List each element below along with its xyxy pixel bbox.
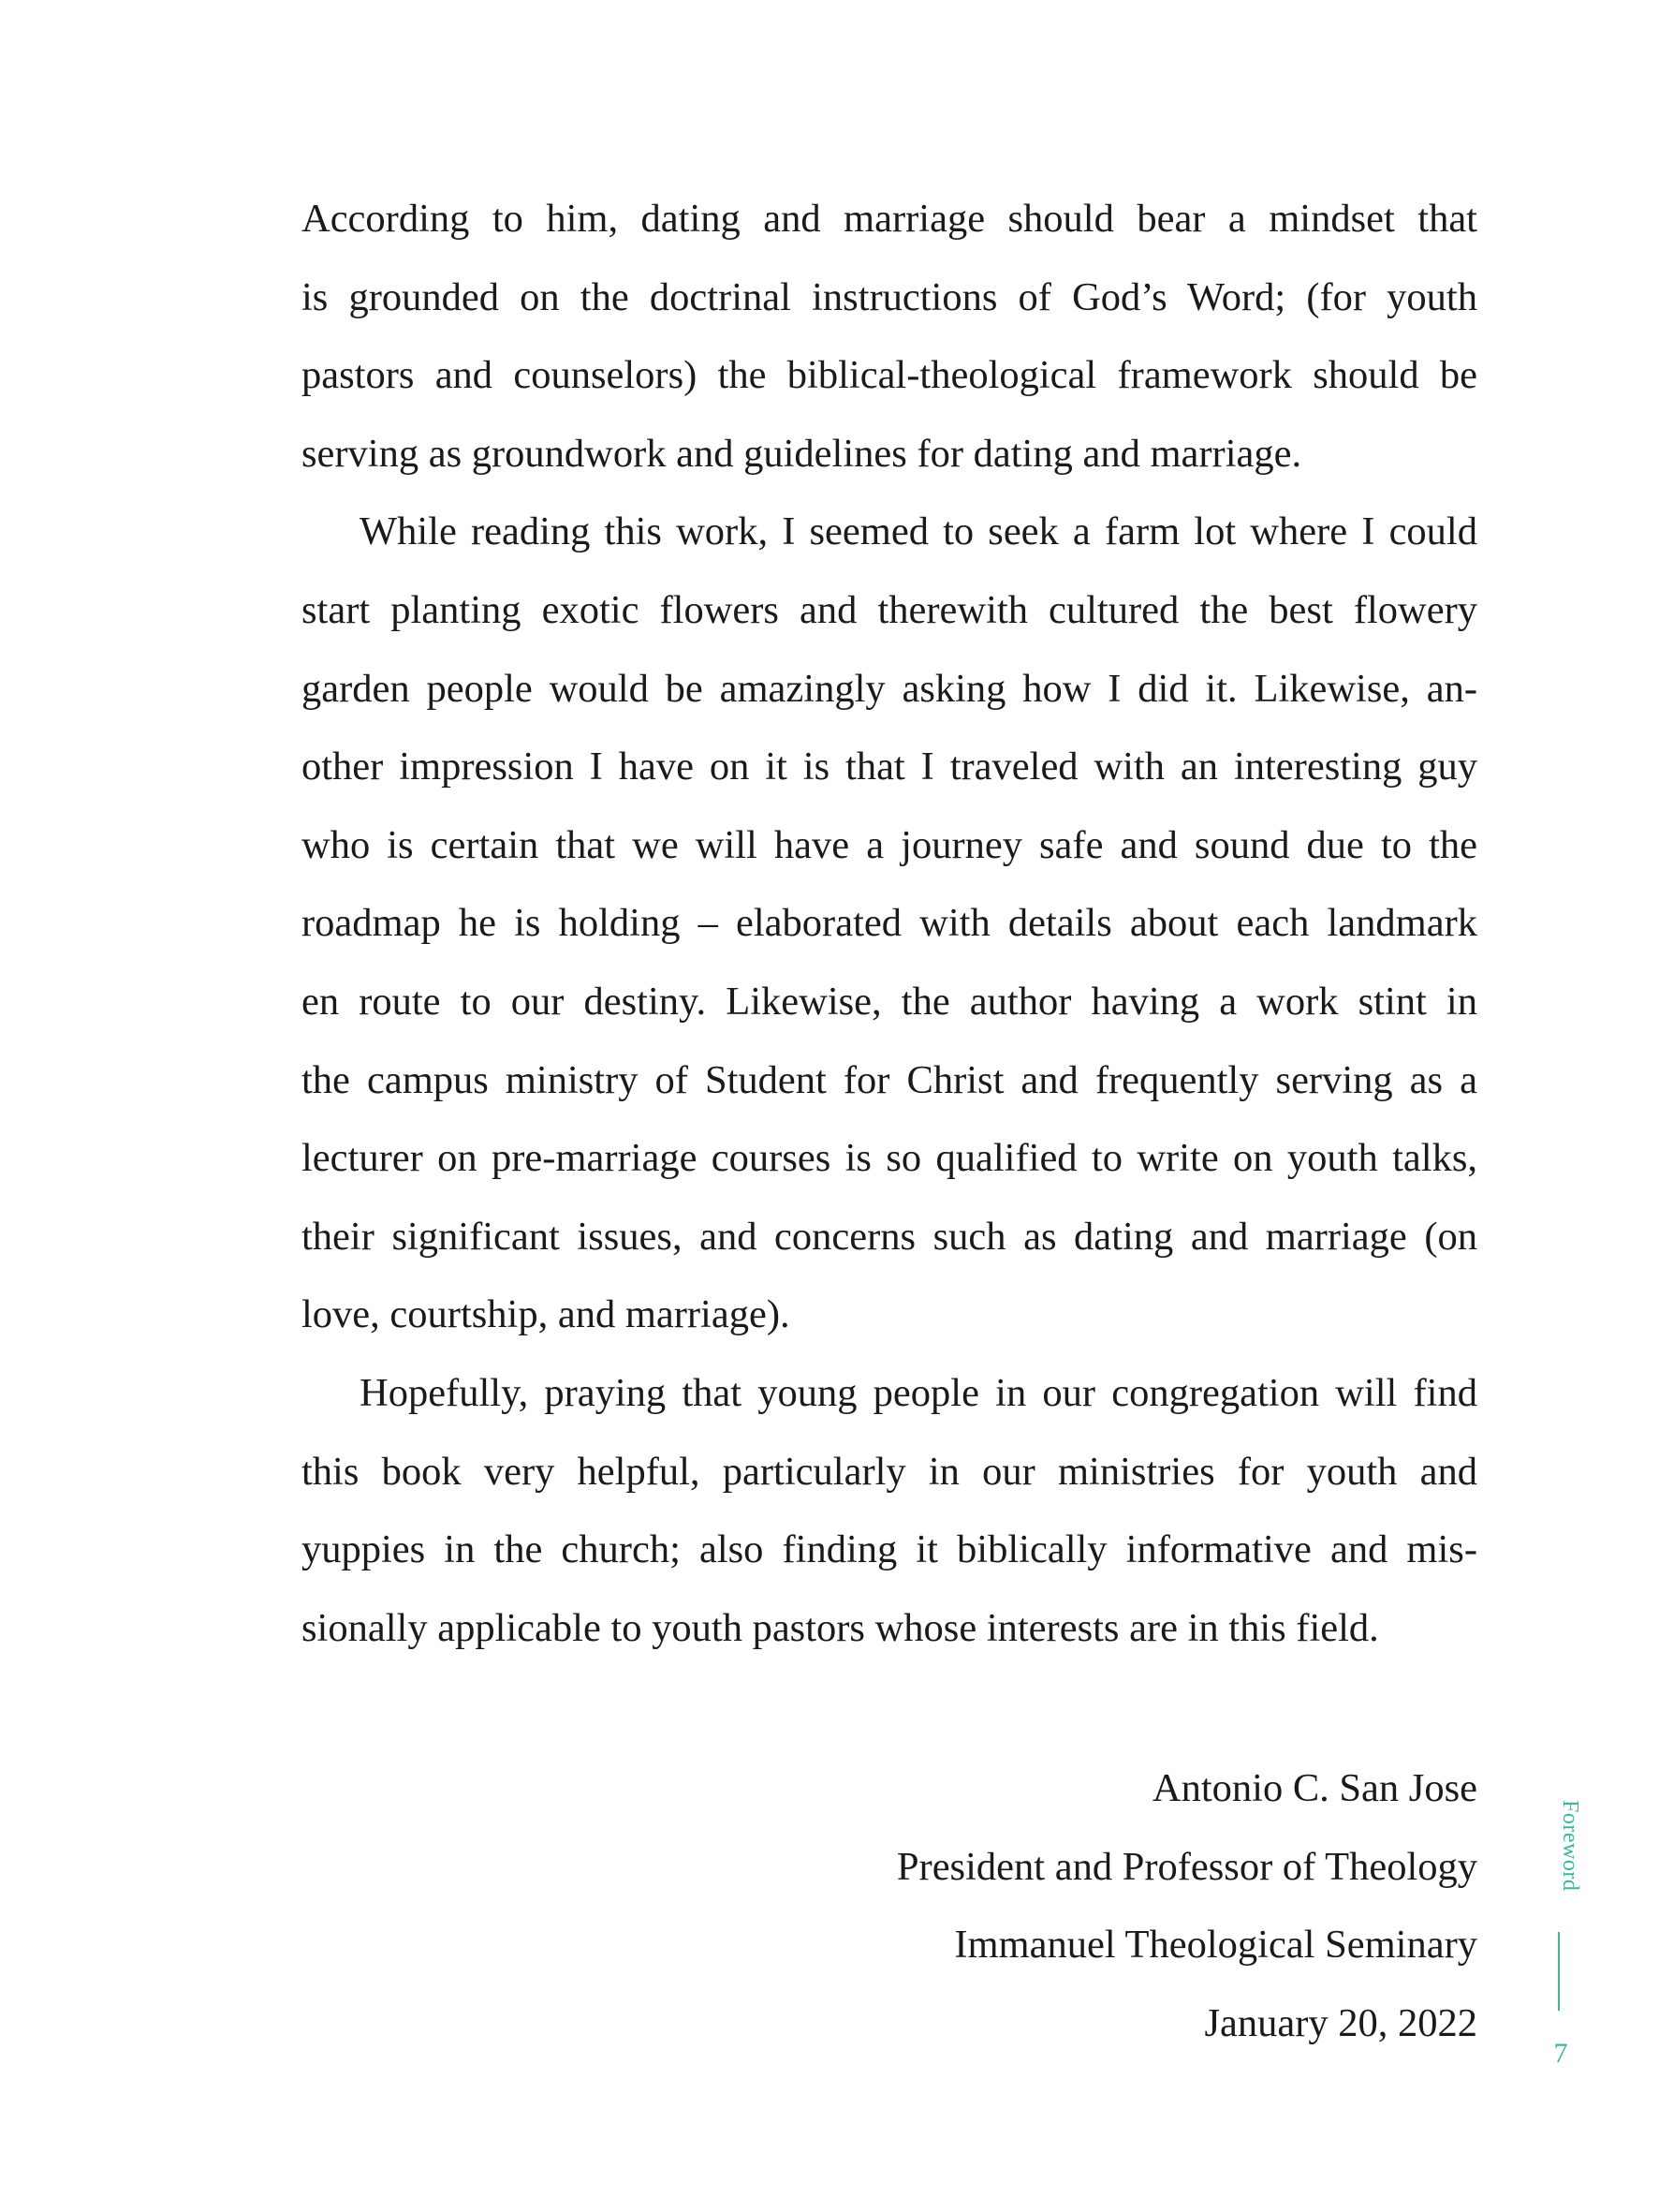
text-line: yuppies in the church; also finding it biblically informative and mis- <box>301 1527 1477 1572</box>
text-line: this book very helpful, particularly in our ministries for youth and <box>301 1449 1477 1494</box>
running-head-section: Foreword <box>1558 1800 1582 1892</box>
signatory-institution: Immanuel Theological Seminary <box>954 1923 1477 1968</box>
signatory-name: Antonio C. San Jose <box>1152 1766 1477 1810</box>
text-line: pastors and counselors) the biblical-theological framework should be <box>301 353 1477 398</box>
text-line: the campus ministry of Student for Christ and frequently serving as a <box>301 1057 1477 1102</box>
signature-date: January 20, 2022 <box>1204 2000 1477 2045</box>
text-line: other impression I have on it is that I traveled with an interesting guy <box>301 745 1477 789</box>
margin-rule <box>1558 1932 1560 2011</box>
text-line: lecturer on pre-marriage courses is so qualified to write on youth talks, <box>301 1136 1477 1181</box>
foreword-body <box>301 180 1477 1667</box>
paragraph-2 <box>301 493 1477 1354</box>
text-line: start planting exotic flowers and therewith cultured the best flowery <box>301 587 1477 632</box>
text-line: who is certain that we will have a journey safe and sound due to the <box>301 822 1477 867</box>
text-line: While reading this work, I seemed to seek a farm lot where I could <box>360 509 1477 554</box>
paragraph-1 <box>301 180 1477 493</box>
page-number: 7 <box>1553 2038 1568 2069</box>
text-line: sionally applicable to youth pastors whose interests are in this field. <box>301 1605 1379 1650</box>
text-line: en route to our destiny. Likewise, the author having a work stint in <box>301 979 1477 1024</box>
text-line: According to him, dating and marriage should bear a mindset that <box>301 197 1477 241</box>
text-line: their significant issues, and concerns such as dating and marriage (on <box>301 1214 1477 1259</box>
text-line: roadmap he is holding – elaborated with details about each landmark <box>301 901 1477 946</box>
text-line: garden people would be amazingly asking how I did it. Likewise, an- <box>301 666 1477 711</box>
text-line: Hopefully, praying that young people in our congregation will find <box>360 1370 1477 1415</box>
text-line: love, courtship, and marriage). <box>301 1292 790 1337</box>
text-line: serving as groundwork and guidelines for dating and marriage. <box>301 431 1302 476</box>
text-line: is grounded on the doctrinal instructions of God’s Word; (for youth <box>301 274 1477 319</box>
signatory-title: President and Professor of Theology <box>896 1844 1477 1889</box>
signature-block <box>897 1749 1477 2062</box>
paragraph-3 <box>301 1354 1477 1667</box>
